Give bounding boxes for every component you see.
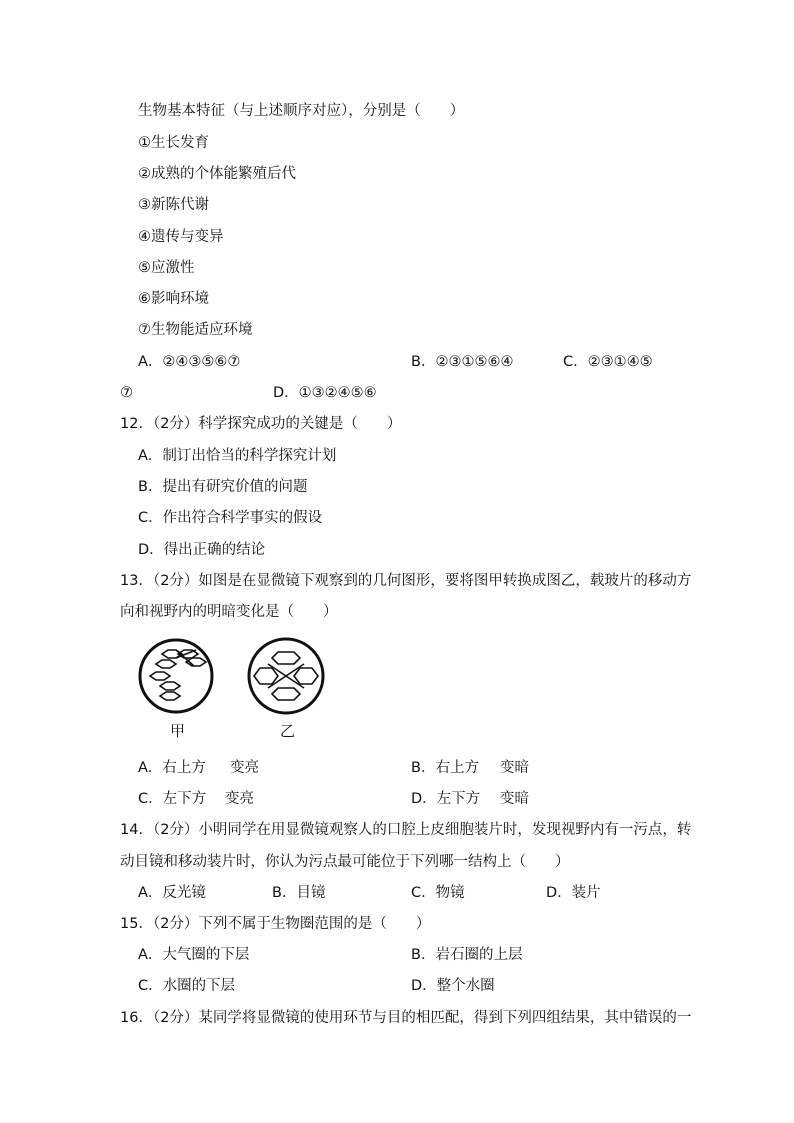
q11-item-6: ⑥影响环境 [138,291,209,307]
q11-option-a: A．②④③⑤⑥⑦ [138,354,241,370]
q11-item-1: ①生长发育 [138,135,209,151]
microscope-views-illustration [138,636,338,746]
q11-item-7: ⑦生物能适应环境 [138,322,253,338]
q12-option-c: C．作出符合科学事实的假设 [138,510,323,526]
q11-option-c-continuation: ⑦ [120,385,133,401]
q11-option-d: D．①③②④⑤⑥ [273,385,377,401]
q14-stem-line2: 动目镜和移动装片时，你认为污点最可能位于下列哪一结构上（ ） [120,854,570,870]
q11-option-b: B．②③①⑤⑥④ [411,354,514,370]
view-jia [140,640,212,712]
q11-item-2: ②成熟的个体能繁殖后代 [138,166,296,182]
q15-option-d: D．整个水圈 [411,978,495,994]
q11-option-c: C．②③①④⑤ [563,354,653,370]
q11-item-5: ⑤应激性 [138,260,195,276]
q13-option-c-direction: C．左下方 [138,791,207,807]
q13-stem-line2: 向和视野内的明暗变化是（ ） [120,604,338,620]
q14-option-d: D．装片 [546,885,601,901]
q11-item-4: ④遗传与变异 [138,229,224,245]
q14-option-a: A．反光镜 [138,885,206,901]
microscope-figure [138,636,338,746]
q13-option-d-light: 变暗 [500,791,529,807]
q14-option-c: C．物镜 [411,885,465,901]
q11-intro: 生物基本特征（与上述顺序对应），分别是（ ） [138,103,465,119]
q13-option-b-direction: B．右上方 [411,760,479,776]
view-yi [249,639,323,713]
q15-option-c: C．水圈的下层 [138,978,236,994]
q13-stem-line1: 13．（2分）如图是在显微镜下观察到的几何图形，要将图甲转换成图乙，载玻片的移动方 [120,573,692,589]
figure-label-yi: 乙 [280,722,296,740]
q15-option-b: B．岩石圈的上层 [411,947,523,963]
q13-option-b-light: 变暗 [500,760,529,776]
q14-stem-line1: 14．（2分）小明同学在用显微镜观察人的口腔上皮细胞装片时，发现视野内有一污点，转 [120,822,692,838]
q15-option-a: A．大气圈的下层 [138,947,250,963]
q16-stem: 16．（2分）某同学将显微镜的使用环节与目的相匹配，得到下列四组结果，其中错误的一 [120,1010,692,1026]
q13-option-c-light: 变亮 [225,791,254,807]
q15-stem: 15．（2分）下列不属于生物圈范围的是（ ） [120,916,431,932]
q13-option-a-light: 变亮 [230,760,259,776]
q12-option-d: D．得出正确的结论 [138,542,266,558]
q12-option-a: A．制订出恰当的科学探究计划 [138,448,337,464]
q13-option-a-direction: A．右上方 [138,760,206,776]
q12-option-b: B．提出有研究价值的问题 [138,479,308,495]
q11-item-3: ③新陈代谢 [138,197,209,213]
q13-option-d-direction: D．左下方 [411,791,481,807]
q12-stem: 12．（2分）科学探究成功的关键是（ ） [120,416,402,432]
q14-option-b: B．目镜 [272,885,326,901]
figure-label-jia: 甲 [170,722,186,740]
